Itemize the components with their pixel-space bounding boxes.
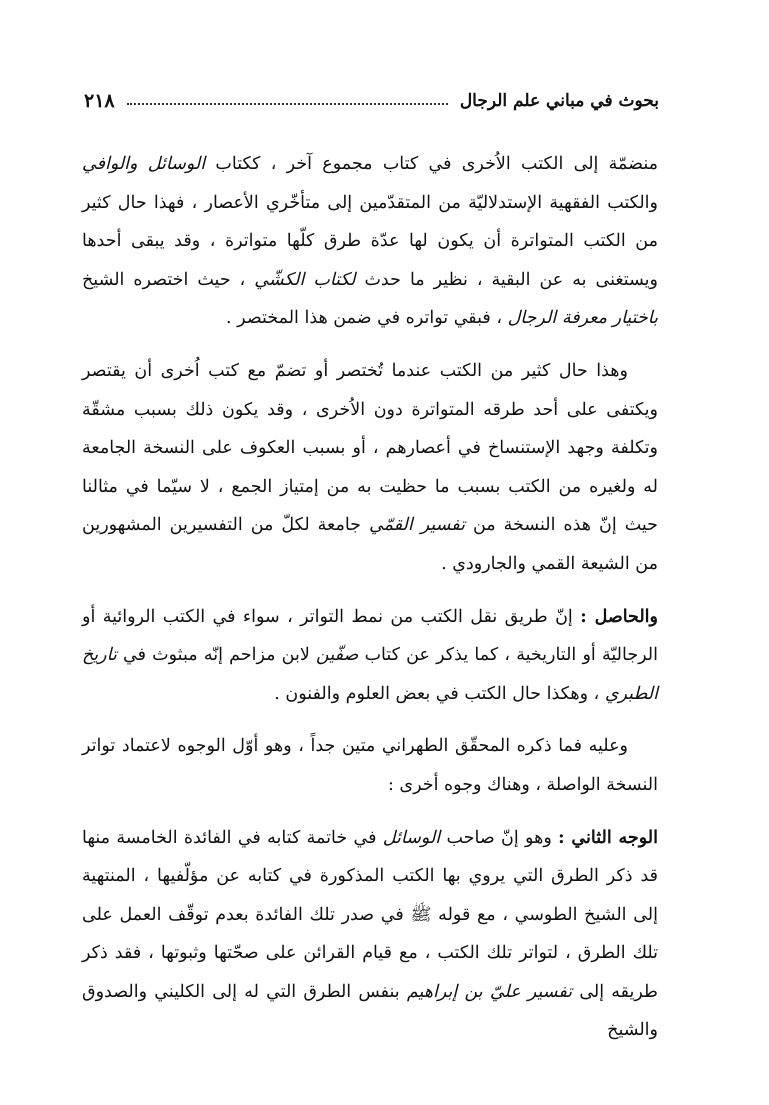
book-title-reference: تفسير عليّ بن إبراهيم	[406, 981, 573, 1002]
text-run: ، فبقي تواتره في ضمن هذا المختصر .	[226, 308, 508, 329]
book-title-reference: لكتاب الكشّي	[254, 269, 356, 290]
text-run: منضمّة إلى الكتب الاُخرى في كتاب مجموع آخر ، ككتاب	[205, 154, 658, 174]
body-text	[82, 145, 658, 1064]
paragraph	[82, 145, 658, 338]
page-number: ٢١٨	[84, 90, 115, 112]
header-leader-dots	[127, 103, 448, 105]
paragraph	[82, 727, 658, 804]
book-title: بحوث في مباني علم الرجال	[459, 91, 659, 111]
paragraph	[82, 819, 658, 1051]
text-run: إنّ طريق نقل الكتب من نمط التواتر ، سواء في الكتب الروائية أو الرجاليّة أو التاريخية ، كما يذكر عن كتاب	[82, 606, 658, 666]
text-run: جامعة لكلّ من التفسيرين المشهورين من الشيعة القمي والجارودي .	[82, 515, 658, 574]
text-run: ، وهكذا حال الكتب في بعض العلوم والفنون .	[274, 683, 605, 704]
paragraph	[82, 598, 658, 714]
text-run: وهو إنّ صاحب	[440, 827, 559, 848]
paragraph-lead: الوجه الثاني :	[558, 827, 658, 848]
paragraph	[82, 352, 658, 584]
text-run: وهذا حال كثير من الكتب عندما تُختصر أو تضمّ مع كتب اُخرى أن يقتصر ويكتفى على أحد طرقه المتواترة دون الاُخرى ، وقد يكون ذلك بسبب مشقّة وتكلفة وجهد الإستنساخ في أعصارهم ، أو بسبب العكوف على النسخة الجامعة له ولغيره من الكتب بسبب ما حظيت به من إمتياز الجمع ، لا سيّما في مثالنا حيث إنّ هذه النسخة من	[82, 360, 658, 536]
book-title-reference: الوسائل والوافي	[82, 154, 206, 174]
text-run: وعليه فما ذكره المحقّق الطهراني متين جداً ، وهو أوّل الوجوه لاعتماد تواتر النسخة الواصلة ، وهناك وجوه أخرى :	[82, 736, 658, 795]
book-title-reference: الوسائل	[382, 827, 441, 848]
paragraph-lead: والحاصل :	[580, 606, 658, 627]
text-run: لابن مزاحم إنّه مبثوث في	[116, 645, 317, 666]
running-header	[84, 86, 659, 116]
book-title-reference: باختيار معرفة الرجال	[507, 308, 658, 329]
text-run: ، حيث اختصره الشيخ	[82, 269, 255, 290]
book-title-reference: صفّين	[316, 645, 359, 666]
book-title-reference: تفسير القمّي	[368, 515, 465, 536]
text-run: والكتب الفقهية الإستدلاليّة من المتقدّمين إلى متأخّري الأعصار ، فهذا حال كثير من الكتب المتواترة أن يكون لها عدّة طرق كلّها متواترة ، وقد يبقى أحدها ويستغنى به عن البقية ، نظير ما حدث	[82, 192, 659, 290]
text-run: في خاتمة كتابه في الفائدة الخامسة منها قد ذكر الطرق التي يروي بها الكتب المذكورة في كتابه عن مؤلّفيها ، المنتهية إلى الشيخ الطوسي ، مع قوله ﷺ في صدر تلك الفائدة بعدم توقّف العمل على تلك الطرق ، لتواتر تلك الكتب ، مع قيام القرائن على صحّتها وثبوتها ، فقد ذكر طريقه إلى	[82, 827, 658, 1002]
text-run: بنفس الطرق التي له إلى الكليني والصدوق والشيخ	[82, 981, 658, 1041]
book-title-reference: تاريخ الطبري	[82, 645, 658, 704]
